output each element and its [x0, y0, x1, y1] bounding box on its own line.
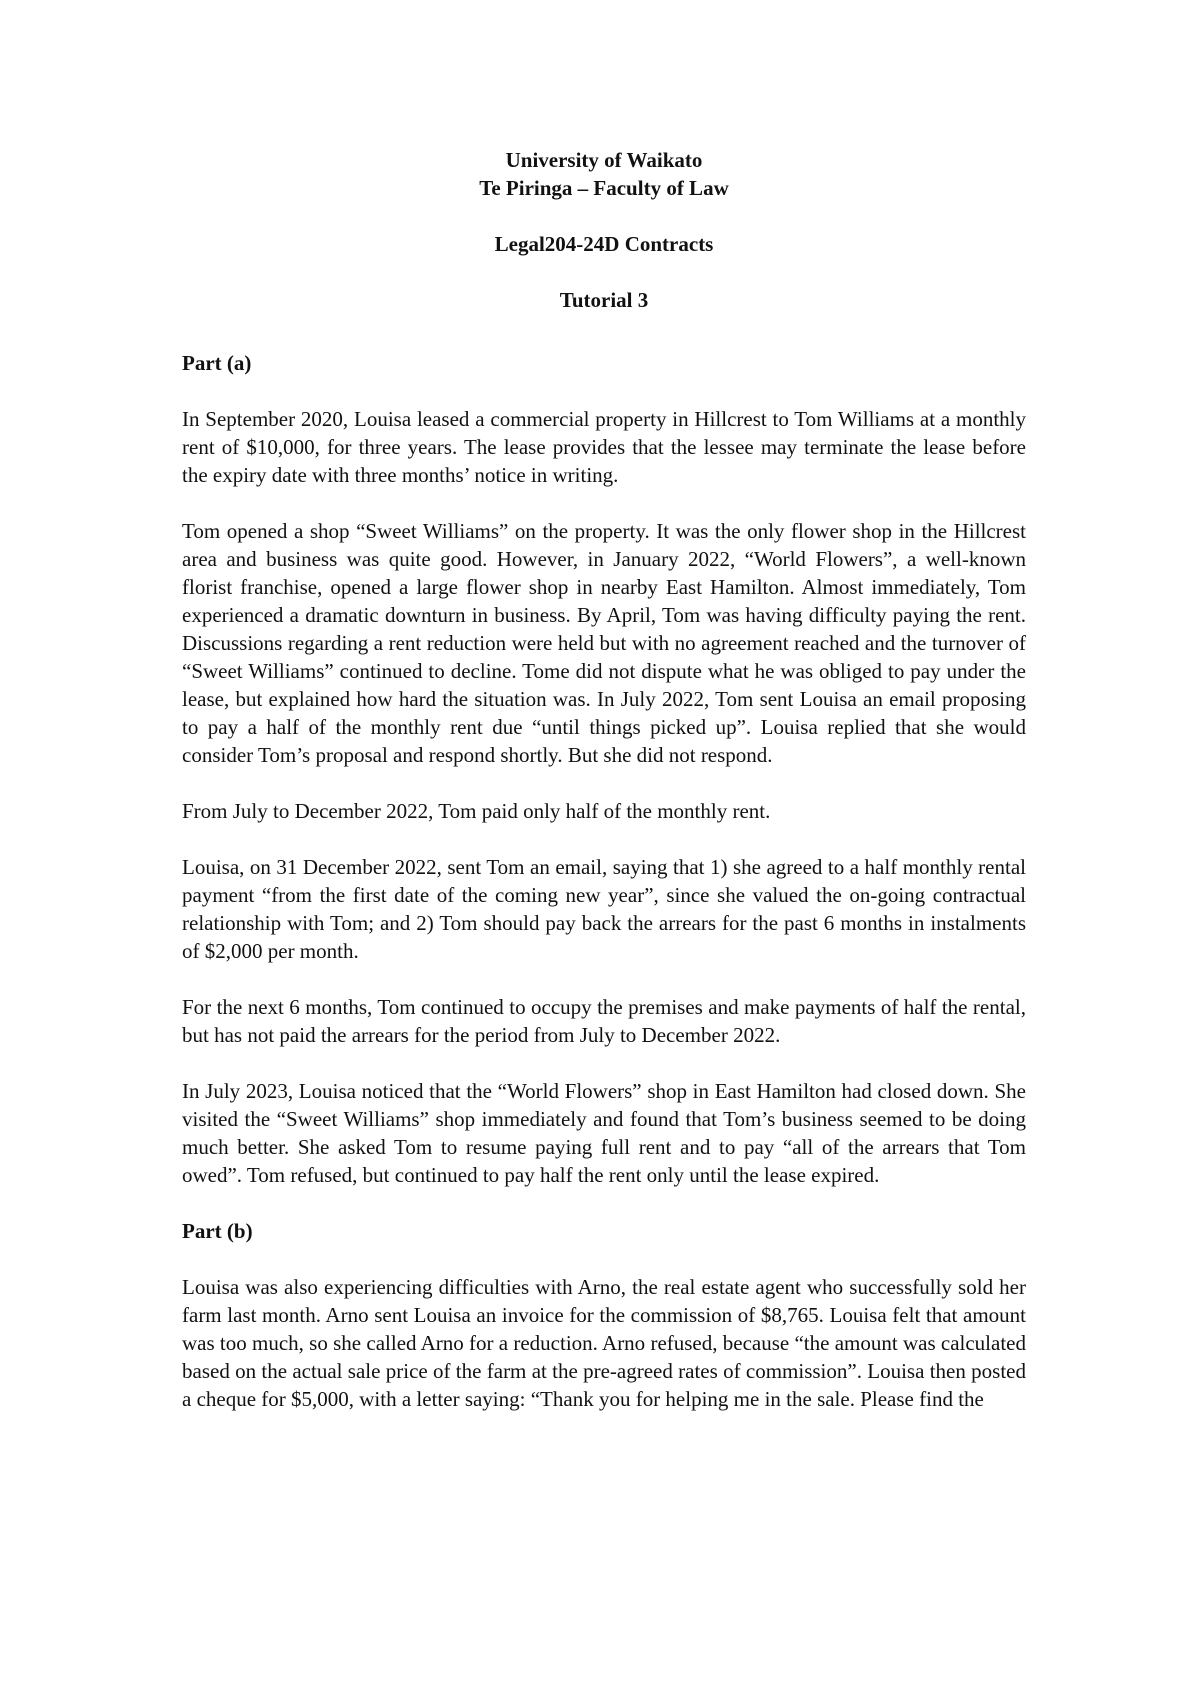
part-a-paragraph-1: In September 2020, Louisa leased a commercial property in Hillcrest to Tom Williams at a monthly rent of $10,000, for three years. The lease provides that the lessee may terminate the lease before the expiry date with three months’ notice in writing. — [182, 407, 1026, 487]
part-a-paragraph-2: Tom opened a shop “Sweet Williams” on the property. It was the only flower shop in the Hillcrest area and business was quite good. However, in January 2022, “World Flowers”, a well-known florist franchise, opened a large flower shop in nearby East Hamilton. Almost immediately, Tom experienced a dramatic downturn in business. By April, Tom was having difficulty paying the rent. Discussions regarding a rent reduction were held but with no agreement reached and the turnover of “Sweet Williams” continued to decline. Tome did not dispute what he was obliged to pay under the lease, but explained how hard the situation was. In July 2022, Tom sent Louisa an email proposing to pay a half of the monthly rent due “until things picked up”. Louisa replied that she would consider Tom’s proposal and respond shortly. But she did not respond. — [182, 519, 1026, 767]
part-a-paragraph-6: In July 2023, Louisa noticed that the “World Flowers” shop in East Hamilton had closed down. She visited the “Sweet Williams” shop immediately and found that Tom’s business seemed to be doing much better. She asked Tom to resume paying full rent and to pay “all of the arrears that Tom owed”. Tom refused, but continued to pay half the rent only until the lease expired. — [182, 1079, 1026, 1187]
document-header — [182, 146, 1026, 314]
document-body — [182, 146, 1026, 1441]
part-a-paragraph-3: From July to December 2022, Tom paid only half of the monthly rent. — [182, 799, 771, 823]
part-a-paragraph-4: Louisa, on 31 December 2022, sent Tom an email, saying that 1) she agreed to a half monthly rental payment “from the first date of the coming new year”, since she valued the on-going contractual relationship with Tom; and 2) Tom should pay back the arrears for the past 6 months in instalments of $2,000 per month. — [182, 855, 1026, 963]
tutorial-title: Tutorial 3 — [559, 288, 649, 312]
part-a-section — [182, 349, 1026, 1189]
part-a-paragraph-5: For the next 6 months, Tom continued to occupy the premises and make payments of half the rental, but has not paid the arrears for the period from July to December 2022. — [182, 995, 1026, 1047]
part-a-heading: Part (a) — [182, 351, 252, 375]
part-b-heading: Part (b) — [182, 1219, 253, 1243]
part-b-paragraph-1: Louisa was also experiencing difficulties with Arno, the real estate agent who successfully sold her farm last month. Arno sent Louisa an invoice for the commission of $8,765. Louisa felt that amount was too much, so she called Arno for a reduction. Arno refused, because “the amount was calculated based on the actual sale price of the farm at the pre-agreed rates of commission”. Louisa then posted a cheque for $5,000, with a letter saying: “Thank you for helping me in the sale. Please find the — [182, 1275, 1026, 1411]
university-name: University of Waikato — [505, 148, 703, 172]
course-title: Legal204-24D Contracts — [494, 232, 714, 256]
faculty-name: Te Piringa – Faculty of Law — [479, 176, 729, 200]
part-b-section — [182, 1217, 1026, 1413]
